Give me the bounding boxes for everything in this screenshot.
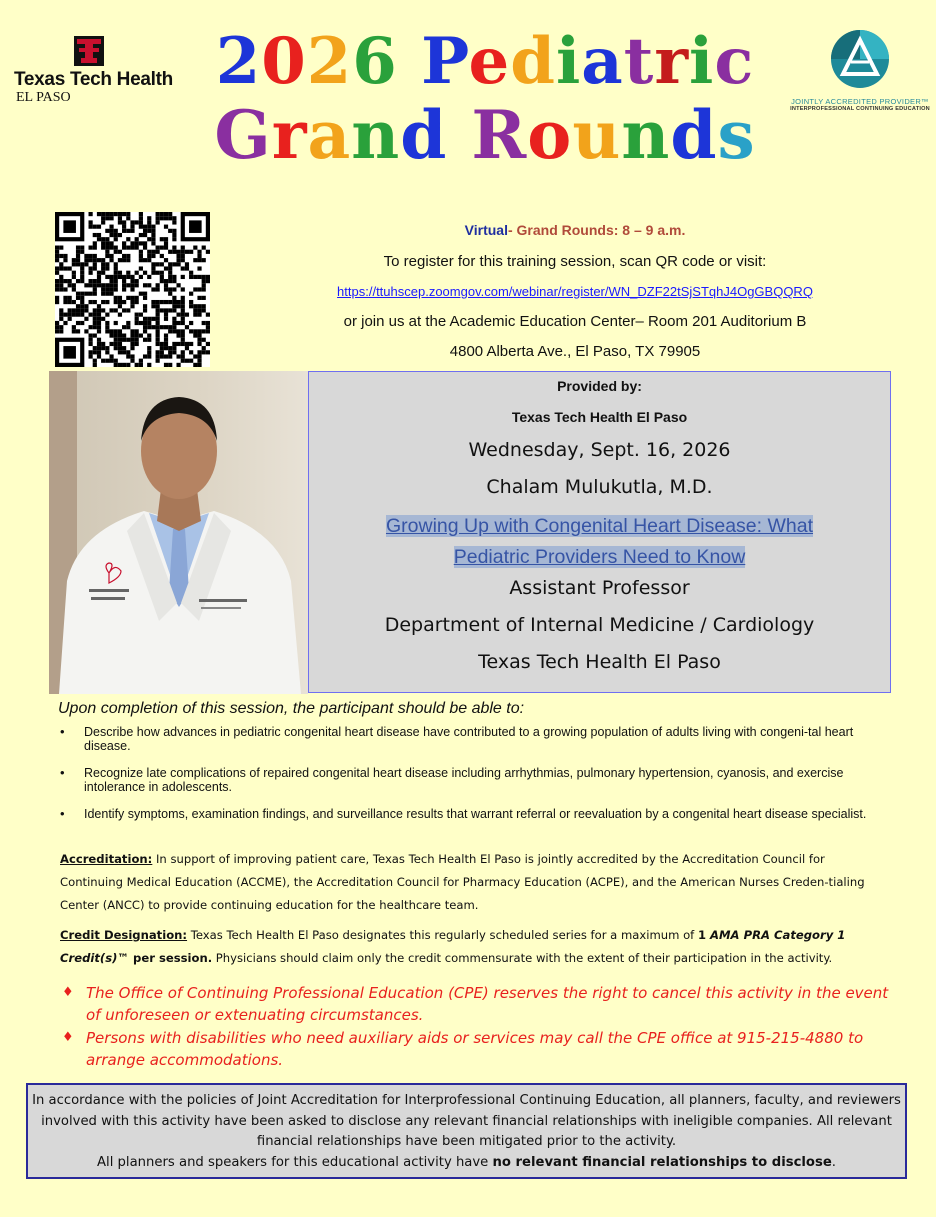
objective-item: • Describe how advances in pediatric congenital heart disease have contributed to a growing population of adults living with congeni-tal heart disease. <box>60 725 890 753</box>
session-time-line <box>230 222 920 238</box>
objective-item: • Identify symptoms, examination findings, and surveillance results that warrant referral or reevaluation by a congenital heart disease specialist. <box>60 807 890 821</box>
title-line-2 <box>170 96 800 174</box>
credit-designation <box>60 924 878 970</box>
accreditation-text: In support of improving patient care, Texas Tech Health El Paso is jointly accredited by the Accreditation Council for Continuing Medical Education (ACCME), the Accreditation Council for Pharmacy Education (ACPE), and the American Nurses Creden-tialing Center (ANCC) to provide continuing education for the healthcare team. <box>60 852 865 912</box>
diamond-bullet-icon: ♦ <box>62 985 74 1000</box>
speaker-photo <box>49 371 308 694</box>
speaker-name: Chalam Mulukutla, M.D. <box>486 476 713 498</box>
disclosure-text: In accordance with the policies of Joint Accreditation for Interprofessional Continuing Education, all planners, faculty, and reviewers involved with this activity have been asked to disclose any relevant financial relationships with ineligible companies. All relevant financial relationships have been mitigated prior to the activity. <box>32 1093 901 1149</box>
title-letter: t <box>623 24 655 99</box>
credit-category: AMA PRA Category 1 Credit(s)™ <box>60 928 846 965</box>
title-letter: 6 <box>352 24 398 99</box>
title-letter: n <box>621 96 671 174</box>
diamond-bullet-icon: ♦ <box>62 1030 74 1045</box>
accreditor-line-2: INTERPROFESSIONAL CONTINUING EDUCATION <box>790 106 930 112</box>
title-letter: P <box>421 24 469 99</box>
credit-text-pre: Texas Tech Health El Paso designates this regularly scheduled series for a maximum of <box>187 928 698 942</box>
title-letter: c <box>714 24 755 99</box>
session-date: Wednesday, Sept. 16, 2026 <box>468 439 731 461</box>
disclosure-summary-post: . <box>831 1154 836 1170</box>
title-letter: a <box>307 96 352 174</box>
title-letter: d <box>400 96 448 174</box>
accommodations-notice <box>62 1027 902 1071</box>
disclosure-summary-pre: All planners and speakers for this educational activity have <box>97 1154 493 1170</box>
accreditation-label: Accreditation: <box>60 852 153 866</box>
cancellation-notice <box>62 982 902 1026</box>
provided-by-label: Provided by: <box>557 378 642 394</box>
speaker-title: Assistant Professor <box>509 577 690 599</box>
title-letter: 2 <box>306 24 353 99</box>
title-letter: i <box>555 24 582 99</box>
page-title <box>170 24 800 174</box>
title-letter: u <box>572 96 622 174</box>
title-letter: i <box>689 24 715 99</box>
title-letter: a <box>581 24 624 99</box>
notice-text: The Office of Continuing Professional Education (CPE) reserves the right to cancel this activity in the event of unforeseen or extenuating circumstances. <box>86 984 889 1024</box>
speaker-institution: Texas Tech Health El Paso <box>478 651 721 673</box>
register-instructions: To register for this training session, scan QR code or visit: <box>383 253 767 270</box>
credit-amount: 1 <box>697 928 711 942</box>
accreditation-statement <box>60 848 878 917</box>
title-letter: r <box>271 96 308 174</box>
registration-qr-code[interactable] <box>55 212 210 367</box>
title-line-1 <box>170 24 800 99</box>
org-name: Texas Tech Health <box>14 69 173 90</box>
title-letter: R <box>471 96 528 174</box>
objective-item: • Recognize late complications of repaired congenital heart disease including arrhythmias, pulmonary hypertension, cyanosis, and exercise intolerance in adolescents. <box>60 766 890 794</box>
address: 4800 Alberta Ave., El Paso, TX 79905 <box>449 343 701 360</box>
title-letter: n <box>351 96 401 174</box>
disclosure-summary <box>28 1153 905 1174</box>
jointly-accredited-logo <box>790 28 930 120</box>
org-sub: EL PASO <box>16 90 71 105</box>
speaker-department: Department of Internal Medicine / Cardiology <box>384 614 815 636</box>
title-letter: 0 <box>261 24 307 99</box>
title-letter <box>447 96 471 174</box>
title-letter: s <box>717 96 756 174</box>
credit-tail: per session. <box>129 951 213 965</box>
title-letter: d <box>670 96 718 174</box>
in-person-location: or join us at the Academic Education Center– Room 201 Auditorium B <box>343 313 807 330</box>
title-letter: o <box>527 96 573 174</box>
title-letter <box>398 24 421 99</box>
disclosure-summary-bold: no relevant financial relationships to disclose <box>492 1154 832 1170</box>
session-time: - Grand Rounds: 8 – 9 a.m. <box>507 222 686 238</box>
texas-tech-health-logo <box>14 36 173 116</box>
title-letter: d <box>510 24 556 99</box>
double-t-icon <box>74 36 104 66</box>
accreditation-mark-icon <box>829 28 891 90</box>
virtual-label: Virtual <box>464 222 508 238</box>
provider-name: Texas Tech Health El Paso <box>511 409 688 425</box>
speaker-info-box <box>308 371 891 693</box>
credit-label: Credit Designation: <box>60 928 188 942</box>
objectives-heading: Upon completion of this session, the participant should be able to: <box>58 700 525 717</box>
talk-title-line-1[interactable]: Growing Up with Congenital Heart Disease: What <box>385 515 814 537</box>
talk-title-line-2[interactable]: Pediatric Providers Need to Know <box>453 546 746 568</box>
financial-disclosure-box <box>26 1083 907 1179</box>
credit-text-post: Physicians should claim only the credit commensurate with the extent of their participation in the activity. <box>212 951 833 965</box>
accreditor-line-1: JOINTLY ACCREDITED PROVIDER™ <box>791 97 929 106</box>
title-letter: G <box>214 96 272 174</box>
notice-text: Persons with disabilities who need auxiliary aids or services may call the CPE office at 915-215-4880 to arrange accommodations. <box>86 1029 864 1069</box>
registration-link[interactable]: https://ttuhscep.zoomgov.com/webinar/register/WN_DZF22tSjSTqhJ4OgGBQQRQ <box>337 284 813 299</box>
talk-title-link[interactable] <box>309 511 890 573</box>
objectives-list <box>60 725 890 834</box>
title-letter: r <box>654 24 690 99</box>
title-letter: 2 <box>215 24 262 99</box>
title-letter: e <box>468 24 511 99</box>
